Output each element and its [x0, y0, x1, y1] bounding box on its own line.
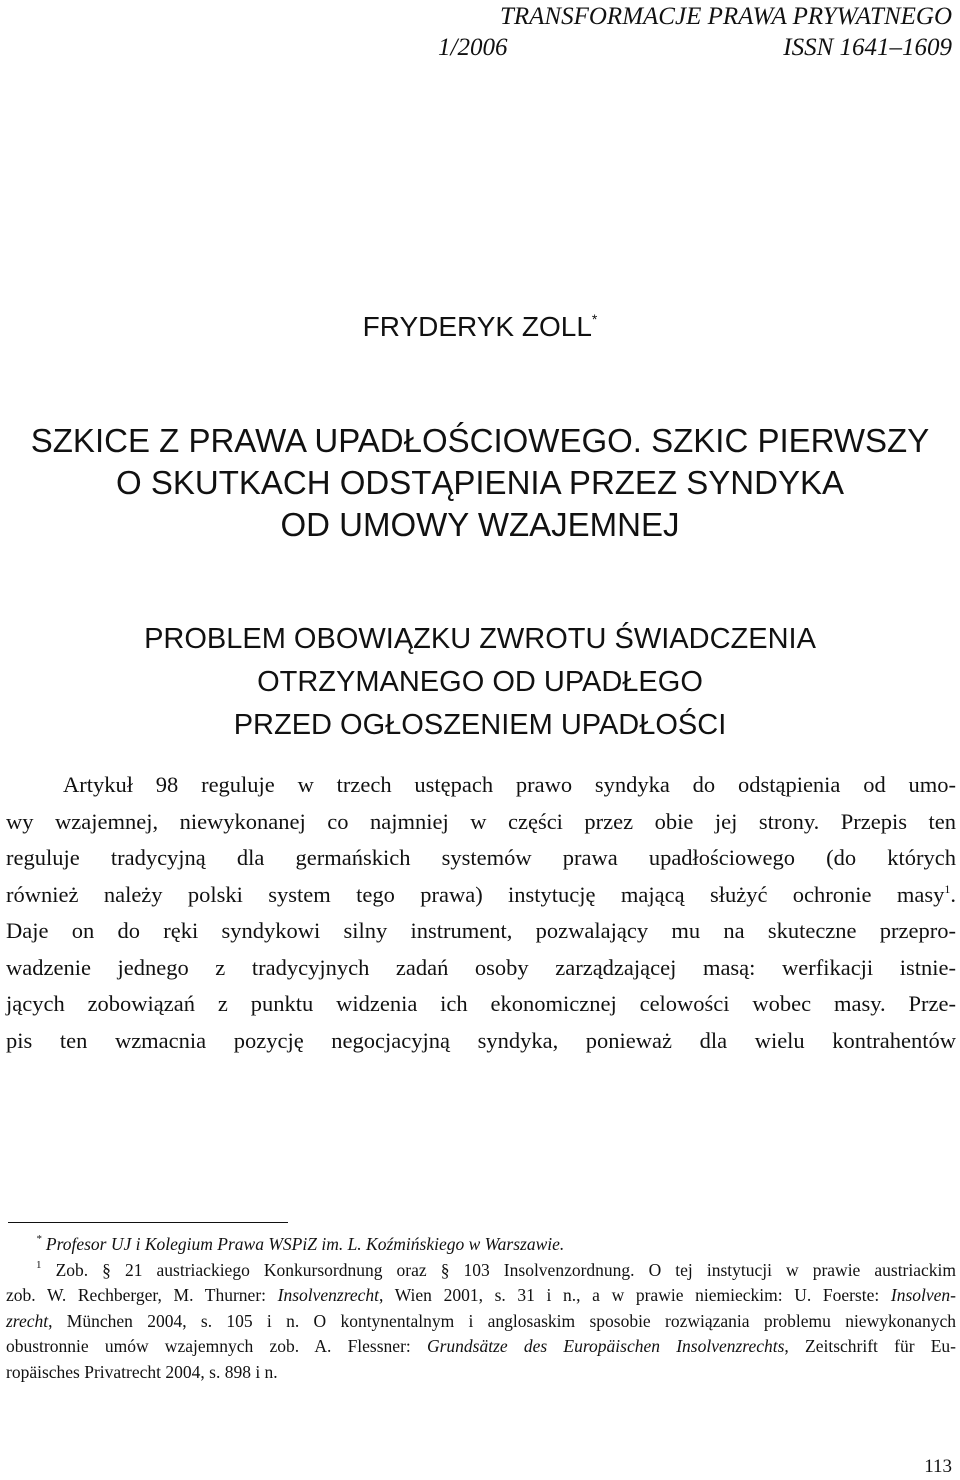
body-line-1: Artykuł 98 reguluje w trzech ustępach prawo syndyka do odstąpienia od umo-	[63, 772, 956, 797]
footnote-1-line-1-text: Zob. § 21 austriackiego Konkursordnung oraz § 103 Insolvenzordnung. O tej instytucji w prawie austriackim	[55, 1259, 957, 1280]
fn1-l2-d: Insolven-	[890, 1285, 956, 1305]
footnotes	[6, 1232, 956, 1385]
footnote-1-line-2	[6, 1283, 956, 1309]
journal-issue: 1/2006	[438, 34, 508, 61]
subtitle-line-2: OTRZYMANEGO OD UPADŁEGO	[257, 666, 703, 698]
footnote-star	[6, 1232, 956, 1258]
footnote-divider	[8, 1222, 288, 1223]
title-line-2: O SKUTKACH ODSTĄPIENIA PRZEZ SYNDYKA	[116, 464, 844, 501]
journal-title: TRANSFORMACJE PRAWA PRYWATNEGO	[499, 3, 952, 30]
fn1-l3-b: , München 2004, s. 105 i n. O kontynentalnym i anglosaskim sposobie rozwiązania problemu niewykonanych	[48, 1310, 956, 1331]
fn1-l3-a: zrecht	[6, 1310, 49, 1331]
body-line-2: wy wzajemnej, niewykonanej co najmniej w części przez obie jej strony. Przepis ten	[6, 808, 956, 834]
footnote-1-line-1	[6, 1258, 956, 1284]
subtitle-line-3: PRZED OGŁOSZENIEM UPADŁOŚCI	[233, 709, 727, 741]
body-line-7: jących zobowiązań z punktu widzenia ich ekonomicznej celowości wobec masy. Prze-	[6, 991, 956, 1016]
footnote-1-line-4	[6, 1334, 956, 1360]
footnote-1-line-5: ropäisches Privatrecht 2004, s. 898 i n.	[6, 1361, 278, 1382]
footnote-1-marker: 1	[36, 1258, 42, 1271]
body-line-6: wadzenie jednego z tradycyjnych zadań osoby zarządzającej masą: werfikacji istnie-	[6, 954, 956, 980]
body-paragraph	[6, 767, 956, 1059]
body-line-4-text: również należy polski system tego prawa) instytucję mającą służyć ochronie masy	[6, 881, 945, 907]
fn1-l2-a: zob. W. Rechberger, M. Thurner:	[6, 1285, 278, 1305]
author-name	[0, 310, 960, 344]
body-line-5: Daje on do ręki syndykowi silny instrument, pozwalający mu na skuteczne przepro-	[6, 918, 956, 943]
fn1-l2-c: , Wien 2001, s. 31 i n., a w prawie niemieckim: U. Foerste:	[379, 1285, 891, 1305]
title-line-3: OD UMOWY WZAJEMNEJ	[280, 506, 680, 543]
footnote-ref-1[interactable]: 1	[944, 881, 951, 896]
body-line-3: reguluje tradycyjną dla germańskich systemów prawa upadłościowego (do których	[6, 845, 956, 870]
fn1-l4-c: , Zeitschrift für Eu-	[784, 1336, 956, 1356]
body-line-4	[6, 877, 956, 914]
footnote-star-marker: *	[36, 1233, 42, 1245]
article-title	[0, 420, 960, 546]
page-number: 113	[924, 1456, 952, 1477]
author-footnote-marker: *	[591, 311, 598, 327]
article-subtitle	[0, 618, 960, 747]
body-line-8: pis ten wzmacnia pozycję negocjacyjną syndyka, ponieważ dla wielu kontrahentów	[6, 1027, 956, 1053]
author-name-text: FRYDERYK ZOLL	[362, 311, 592, 342]
journal-issn: ISSN 1641–1609	[783, 34, 952, 61]
fn1-l4-b: Grundsätze des Europäischen Insolvenzrechts	[426, 1336, 785, 1356]
fn1-l2-b: Insolvenzrecht	[277, 1285, 380, 1305]
footnote-1-line-3	[6, 1309, 956, 1335]
footnote-star-text: Profesor UJ i Kolegium Prawa WSPiZ im. L. Koźmińskiego w Warszawie.	[45, 1234, 565, 1254]
title-line-1: SZKICE Z PRAWA UPADŁOŚCIOWEGO. SZKIC PIERWSZY	[30, 422, 930, 459]
body-line-4-end: .	[950, 881, 956, 907]
subtitle-line-1: PROBLEM OBOWIĄZKU ZWROTU ŚWIADCZENIA	[144, 623, 816, 655]
fn1-l4-a: obustronnie umów wzajemnych zob. A. Flessner:	[6, 1336, 427, 1356]
